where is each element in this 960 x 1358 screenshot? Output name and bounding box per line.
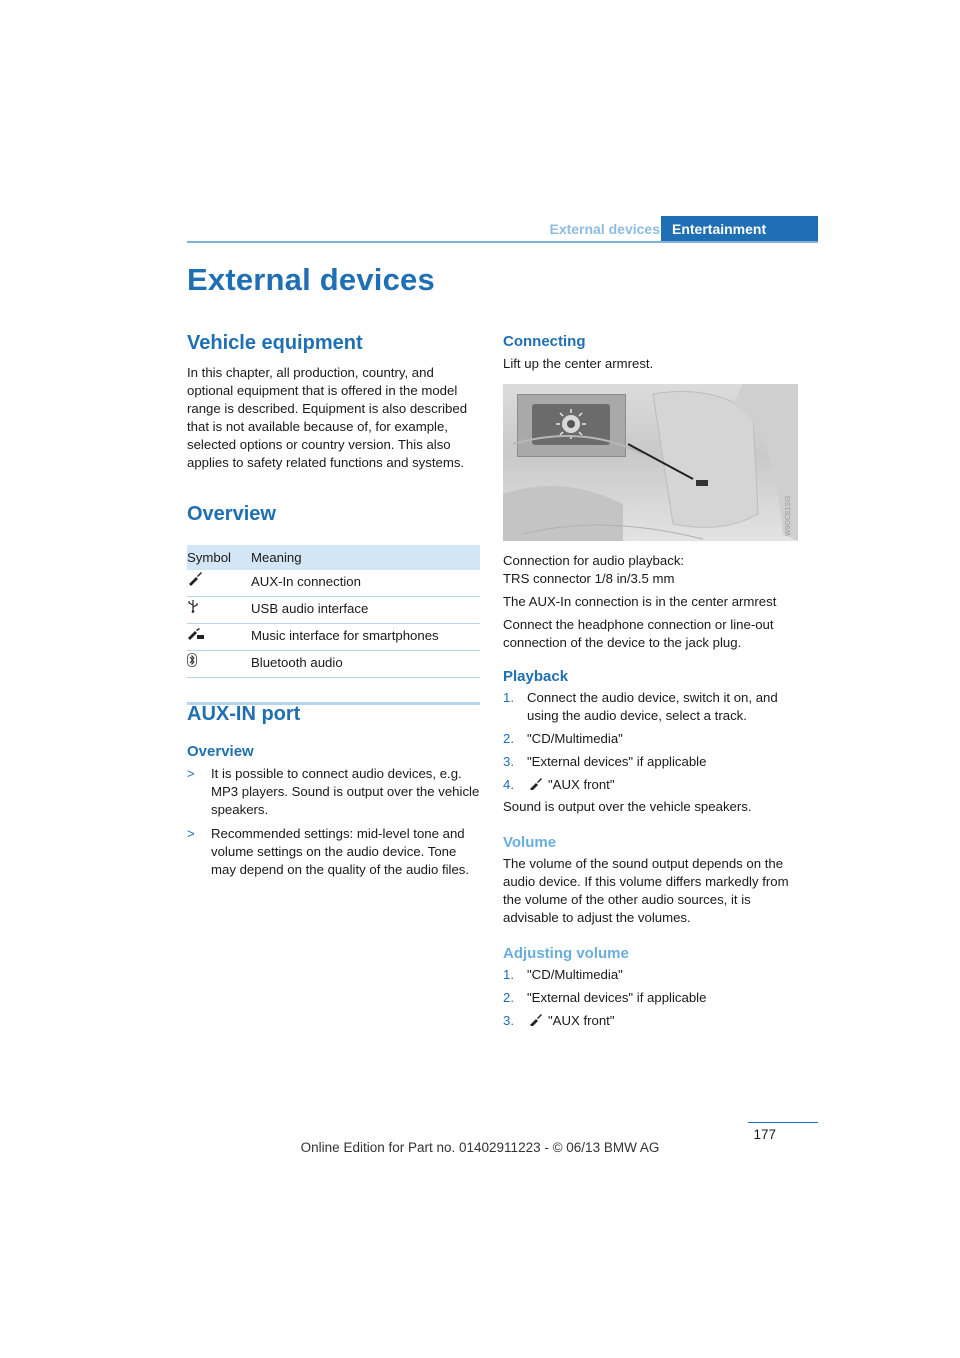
overview-section [187,503,480,526]
adjusting-volume-section [503,945,798,1035]
playback-after-text: Sound is output over the vehicle speakers. [503,799,752,814]
table-row [187,624,480,651]
connection-caption-line2: TRS connector 1/8 in/3.5 mm [503,571,675,586]
vehicle-equipment-text: In this chapter, all production, country, and optional equipment that is offered in the model range is described. Equipment is also described that is not available because of, for example, selected options or country version. This also applies to safety related functions and systems. [187,365,468,470]
header-rule [187,241,818,243]
playback-steps [503,689,798,794]
bluetooth-icon [187,651,251,677]
table-header-symbol: Symbol [187,550,231,565]
step-text-with-icon [527,776,615,794]
volume-section [503,834,798,927]
bullet-text: Recommended settings: mid-level tone and volume settings on the audio device. Tone may depend on the quality of the audio files. [211,826,470,877]
headphone-connect-text: Connect the headphone connection or line-out connection of the device to the jack plug. [503,617,774,650]
aux-in-heading: AUX-IN port [187,703,301,725]
smartphone-music-icon [187,624,251,650]
step-text: "External devices" if applicable [527,990,707,1005]
table-row [187,597,480,624]
table-meaning: USB audio interface [251,601,369,616]
armrest-photo [503,384,798,541]
list-item [503,730,798,748]
vehicle-equipment-heading: Vehicle equipment [187,332,363,354]
step-number: 1. [503,967,514,982]
page-number: 177 [753,1127,776,1142]
aux-plug-icon [527,1014,543,1026]
bullet-marker: > [187,766,195,781]
step-text-with-icon [527,1012,615,1030]
connection-caption-line1: Connection for audio playback: [503,553,685,568]
step-text: "AUX front" [548,1013,615,1028]
step-number: 3. [503,1013,514,1028]
adjusting-volume-steps [503,966,798,1030]
list-item [503,1012,798,1030]
connecting-details [503,552,798,652]
overview-heading: Overview [187,503,276,525]
list-item [187,765,480,819]
symbol-table [187,545,480,705]
aux-in-section [187,703,480,885]
page-title: External devices [187,262,435,297]
table-row [187,570,480,597]
playback-section [503,668,798,816]
adjusting-volume-heading: Adjusting volume [503,945,629,962]
header-section-label: External devices [549,221,660,237]
list-item [503,776,798,794]
step-text: "AUX front" [548,777,615,792]
aux-location-text: The AUX-In connection is in the center armrest [503,594,777,609]
table-meaning: Bluetooth audio [251,655,343,670]
table-meaning: Music interface for smartphones [251,628,439,643]
step-text: "External devices" if applicable [527,754,707,769]
list-item [187,825,480,879]
step-number: 2. [503,990,514,1005]
aux-bullet-list [187,765,480,879]
step-number: 2. [503,731,514,746]
table-header [187,545,480,570]
aux-plug-icon [187,570,251,596]
step-number: 4. [503,777,514,792]
step-number: 1. [503,690,514,705]
list-item [503,989,798,1007]
footer-edition-note: Online Edition for Part no. 01402911223 - © 06/13 BMW AG [300,1140,660,1155]
playback-heading: Playback [503,668,569,685]
usb-icon [187,597,251,623]
volume-heading: Volume [503,834,557,851]
table-row [187,651,480,678]
aux-plug-icon [527,778,543,790]
connecting-heading: Connecting [503,333,586,350]
photo-code: W9OCE1SI3 [785,495,792,536]
list-item [503,753,798,771]
step-text: "CD/Multimedia" [527,731,623,746]
header-chapter-tab: Entertainment [661,216,818,243]
connecting-section [503,333,798,373]
vehicle-equipment-section [187,332,480,472]
table-header-meaning: Meaning [251,550,302,565]
bullet-text: It is possible to connect audio devices, e.g. MP3 players. Sound is output over the vehicle speakers. [211,766,480,817]
aux-overview-heading: Overview [187,743,254,760]
connecting-intro: Lift up the center armrest. [503,356,654,371]
table-meaning: AUX-In connection [251,574,361,589]
list-item [503,966,798,984]
step-text: Connect the audio device, switch it on, and using the audio device, select a track. [527,690,778,723]
page-number-rule [748,1122,818,1123]
list-item [503,689,798,725]
volume-text: The volume of the sound output depends on the audio device. If this volume differs markedly from the volume of the other audio sources, it is advisable to adjust the volumes. [503,856,789,925]
step-text: "CD/Multimedia" [527,967,623,982]
bullet-marker: > [187,826,195,841]
step-number: 3. [503,754,514,769]
photo-scene [503,384,798,541]
